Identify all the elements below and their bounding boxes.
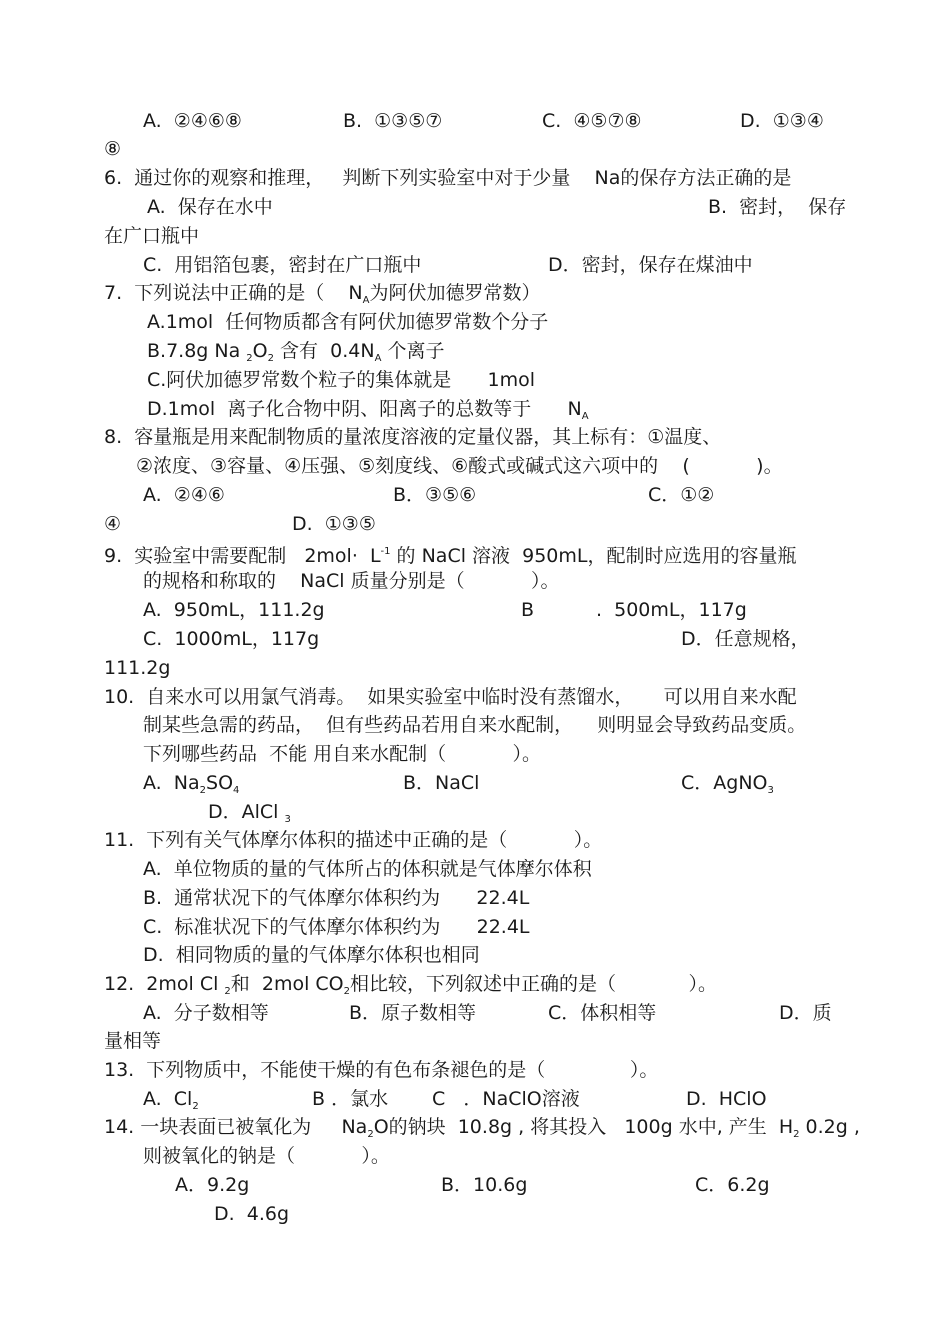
q6-stem: 6. 通过你的观察和推理， 判断下列实验室中对于少量 Na的保存方法正确的是 [104,167,792,189]
q9-stem-line2: 的规格和称取的 NaCl 质量分别是（ ）。 [143,570,560,592]
q12-option-b: B．原子数相等 [349,1002,477,1024]
q12-option-d: D．质 [779,1002,832,1024]
q9-option-b-letter: B [521,599,535,621]
q10-stem: 10. 自来水可以用氯气消毒。 如果实验室中临时没有蒸馏水， 可以用自来水配 [104,686,797,708]
q12-stem: 12. 2mol Cl $_2$和 2mol $CO_2$相比较，下列叙述中正确的是（ ）。 [104,973,717,997]
q14-stem: 14. 一块表面已被氧化为 $Na_2O$的钠块 10.8g , 将其投入 100g 水中, 产生 $H_2$ 0.2g , [104,1116,860,1140]
q9-option-b: . 500mL，117g [596,599,747,621]
q14-option-c: C．6.2g [695,1174,770,1196]
q12-option-c: C．体积相等 [548,1002,657,1024]
q8-stem-line2: ②浓度、③容量、④压强、⑤刻度线、⑥酸式或碱式这六项中的 ( )。 [136,455,783,477]
q11-option-b: B. 通常状况下的气体摩尔体积约为 22.4L [143,887,530,909]
q7-option-d: D.1mol 离子化合物中阴、阳离子的总数等于 $N_A$ [147,398,589,422]
q14-stem-line2: 则被氧化的钠是（ ）。 [143,1145,390,1167]
q9-option-d-wrap: 111.2g [104,657,171,679]
q5-option-d: D. ①③④ [740,110,824,132]
q11-stem: 11. 下列有关气体摩尔体积的描述中正确的是（ ）。 [104,829,603,851]
q7-option-b: B.7.8g Na $_2O_2$ 含有 $0.4N_A$ 个离子 [147,340,445,364]
q6-option-b: B. 密封， 保存 [708,196,847,218]
q8-option-b: B．③⑤⑥ [393,484,477,506]
q14-option-a: A．9.2g [175,1174,250,1196]
q11-option-c: C. 标准状况下的气体摩尔体积约为 22.4L [143,916,530,938]
q5-option-c: C. ④⑤⑦⑧ [542,110,642,132]
q7-option-a: A.1mol 任何物质都含有阿伏加德罗常数个分子 [147,311,549,333]
q13-stem: 13. 下列物质中，不能使干燥的有色布条褪色的是（ ）。 [104,1059,659,1081]
q8-option-d: D. ①③⑤ [292,513,376,535]
q9-option-a: A. 950mL，111.2g [143,599,325,621]
q13-option-c: C ．NaClO溶液 [432,1088,580,1110]
q8-option-c: C．①② [648,484,715,506]
q6-option-b-wrap: 在广口瓶中 [104,225,200,247]
q9-stem: 9. 实验室中需要配制 $2mol\cdot L^{-1}$ 的 NaCl 溶液 950mL，配制时应选用的容量瓶 [104,545,797,567]
q6-option-a: A. 保存在水中 [147,196,273,218]
q13-option-a: A. $Cl_2$ [143,1088,199,1112]
q13-option-b: B ．氯水 [312,1088,389,1110]
q6-option-d: D．密封，保存在煤油中 [548,254,753,276]
q11-option-d: D. 相同物质的量的气体摩尔体积也相同 [143,944,480,966]
q8-stem: 8. 容量瓶是用来配制物质的量浓度溶液的定量仪器，其上标有：①温度、 [104,426,722,448]
q9-option-c: C. 1000mL，117g [143,628,320,650]
q7-stem: 7. 下列说法中正确的是（ $N_A$为阿伏加德罗常数） [104,282,541,306]
q11-option-a: A. 单位物质的量的气体所占的体积就是气体摩尔体积 [143,858,592,880]
q5-option-d-wrap: ⑧ [104,138,122,160]
q10-option-d: D．AlCl $_3$ [208,801,291,825]
q14-option-b: B．10.6g [441,1174,528,1196]
q10-option-c: C．AgNO$_3$ [681,772,774,796]
q8-option-a: A. ②④⑥ [143,484,225,506]
q8-option-c-wrap: ④ [104,513,122,535]
q7-option-c: C.阿伏加德罗常数个粒子的集体就是 1mol [147,369,536,391]
q10-option-a: A. $Na_2SO_4$ [143,772,240,796]
q10-option-b: B．NaCl [403,772,480,794]
q13-option-d: D. HClO [686,1088,767,1110]
q5-option-b: B. ①③⑤⑦ [343,110,443,132]
q12-option-a: A. 分子数相等 [143,1002,269,1024]
q6-option-c: C. 用铝箔包裹，密封在广口瓶中 [143,254,422,276]
q9-option-d: D．任意规格， [681,628,810,650]
q5-option-a: A. ②④⑥⑧ [143,110,242,132]
q10-stem-line2: 制某些急需的药品， 但有些药品若用自来水配制， 则明显会导致药品变质。 [143,714,807,736]
q12-option-d-wrap: 量相等 [104,1030,162,1052]
q14-option-d: D. 4.6g [214,1203,290,1225]
q10-stem-line3: 下列哪些药品 不能 用自来水配制（ ）。 [143,743,542,765]
